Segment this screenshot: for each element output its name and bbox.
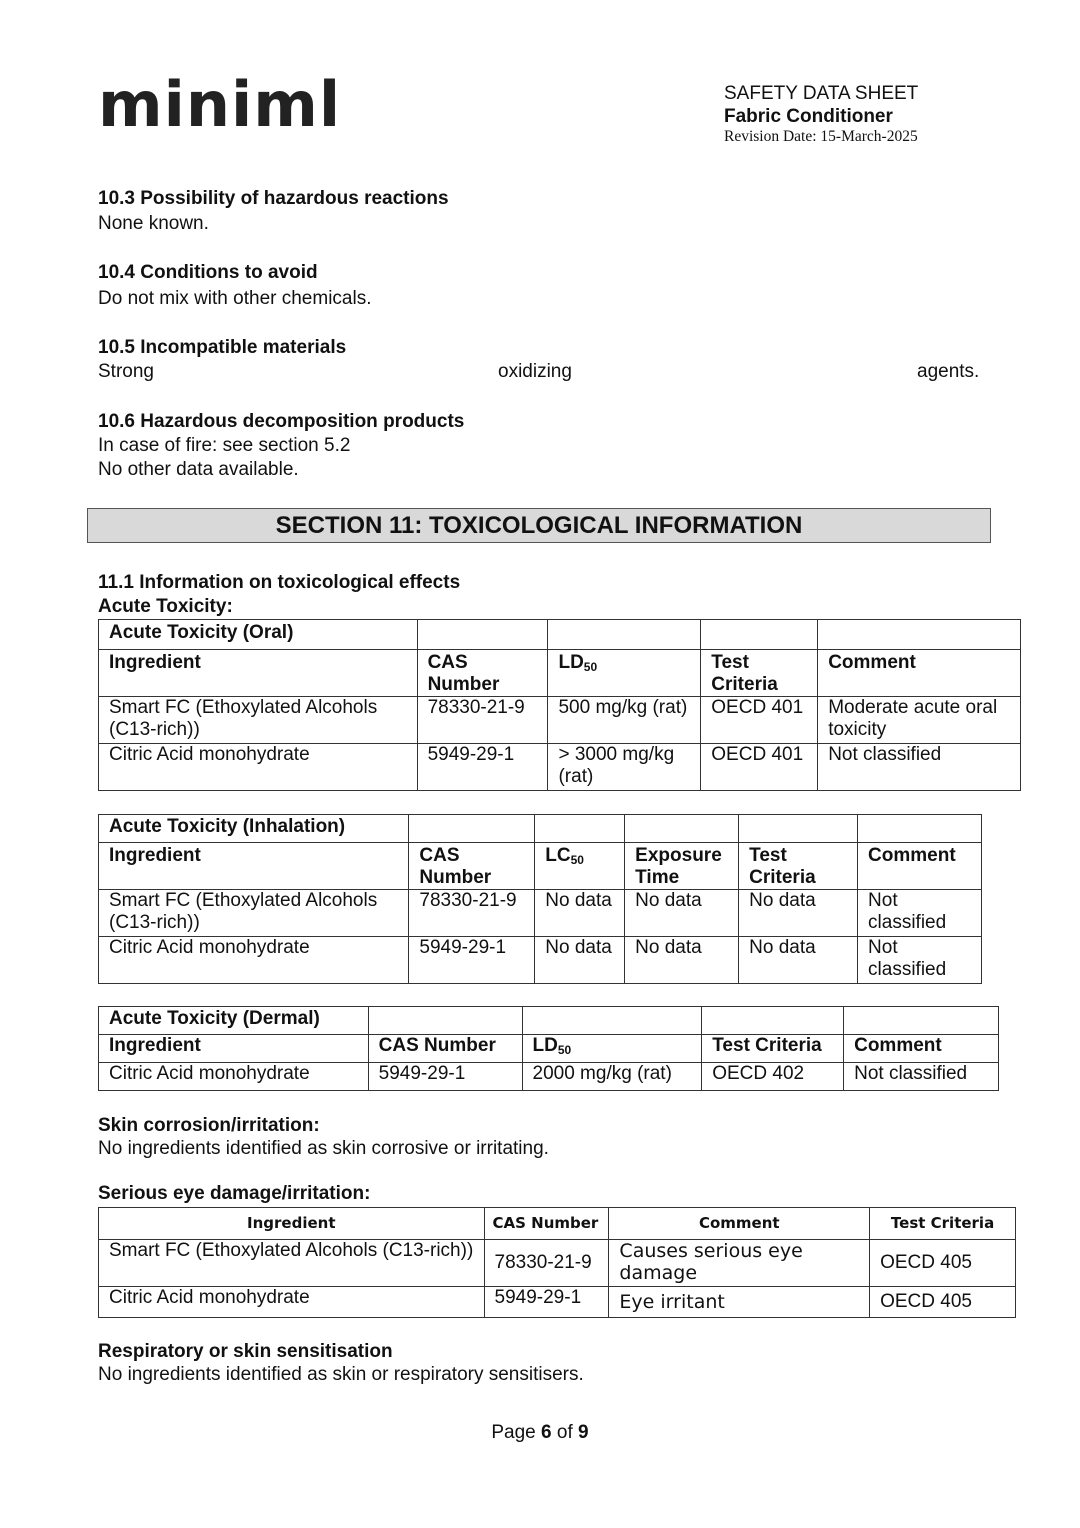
col-exposure-time: Exposure Time [625,843,739,890]
col-cas: CAS Number [368,1035,522,1063]
col-test-criteria: Test Criteria [739,843,858,890]
inhal-title: Acute Toxicity (Inhalation) [99,815,409,843]
table-header-row [99,650,1021,697]
col-ingredient: Ingredient [99,1035,369,1063]
table-title-row [99,815,982,843]
heading-10-5: 10.5 Incompatible materials [98,337,347,358]
col-comment: Comment [818,650,1021,697]
doc-type: SAFETY DATA SHEET [724,83,919,104]
col-ld50: $LD_{50}$ [548,650,701,697]
product-name: Fabric Conditioner [724,106,893,127]
document-header [724,82,918,146]
table-row: Smart FC (Ethoxylated Alcohols (C13-rich)) 78330-21-9 Causes serious eye damage OECD 405 [99,1240,1016,1287]
total-pages: 9 [578,1422,589,1443]
heading-10-3: 10.3 Possibility of hazardous reactions [98,188,449,209]
heading-10-4: 10.4 Conditions to avoid [98,262,318,283]
col-ld50: $LD_{50}$ [522,1035,702,1063]
text-respiratory: No ingredients identified as skin or respiratory sensitisers. [98,1364,584,1385]
table-row: Smart FC (Ethoxylated Alcohols (C13-rich)) 78330-21-9 500 mg/kg (rat) OECD 401 Moderate acute oral toxicity [99,697,1021,744]
col-ingredient: Ingredient [99,843,409,890]
heading-skin-corrosion: Skin corrosion/irritation: [98,1115,320,1136]
text-10-5-word1: Strong [98,361,154,382]
col-comment: Comment [609,1208,870,1240]
acute-oral-table [98,619,1021,791]
col-ingredient: Ingredient [99,650,418,697]
section-11-banner: SECTION 11: TOXICOLOGICAL INFORMATION [87,508,991,543]
oral-title: Acute Toxicity (Oral) [99,620,418,650]
acute-dermal-table [98,1006,999,1091]
table-title-row [99,620,1021,650]
col-cas: CAS Number [484,1208,609,1240]
table-header-row [99,1035,999,1063]
table-title-row [99,1007,999,1035]
col-test-criteria: Test Criteria [870,1208,1016,1240]
col-lc50: $LC_{50}$ [535,843,625,890]
acute-inhalation-table [98,814,982,984]
eye-damage-table [98,1207,1016,1318]
text-10-4: Do not mix with other chemicals. [98,288,372,309]
col-cas: CAS Number [417,650,548,697]
col-test-criteria: Test Criteria [702,1035,844,1063]
dermal-title: Acute Toxicity (Dermal) [99,1007,369,1035]
heading-11-1: 11.1 Information on toxicological effects [98,572,461,593]
text-10-6-line2: No other data available. [98,459,299,480]
table-row: Citric Acid monohydrate 5949-29-1 > 3000 mg/kg (rat) OECD 401 Not classified [99,744,1021,791]
table-header-row [99,1208,1016,1240]
table-row: Smart FC (Ethoxylated Alcohols (C13-rich)) 78330-21-9 No data No data No data Not classified [99,890,982,937]
acute-toxicity-label: Acute Toxicity: [98,596,233,617]
text-10-3: None known. [98,213,209,234]
text-10-6-line1: In case of fire: see section 5.2 [98,435,351,456]
text-10-5-word2: oxidizing [498,361,572,382]
heading-eye-damage: Serious eye damage/irritation: [98,1183,371,1204]
table-row: Citric Acid monohydrate 5949-29-1 2000 mg/kg (rat) OECD 402 Not classified [99,1063,999,1091]
revision-date: Revision Date: 15-March-2025 [724,128,918,145]
text-skin-corrosion: No ingredients identified as skin corrosive or irritating. [98,1138,549,1159]
table-row: Citric Acid monohydrate 5949-29-1 No data No data No data Not classified [99,937,982,984]
heading-respiratory: Respiratory or skin sensitisation [98,1341,393,1362]
text-10-5-word3: agents. [917,361,980,382]
col-comment: Comment [858,843,982,890]
col-comment: Comment [844,1035,999,1063]
col-ingredient: Ingredient [99,1208,485,1240]
heading-10-6: 10.6 Hazardous decomposition products [98,411,465,432]
col-cas: CAS Number [409,843,535,890]
table-row: Citric Acid monohydrate 5949-29-1 Eye irritant OECD 405 [99,1287,1016,1318]
col-test-criteria: Test Criteria [701,650,818,697]
current-page: 6 [541,1422,552,1443]
company-logo: miniml [98,68,342,141]
table-header-row [99,843,982,890]
page-footer: Page 6 of 9 [491,1422,589,1443]
